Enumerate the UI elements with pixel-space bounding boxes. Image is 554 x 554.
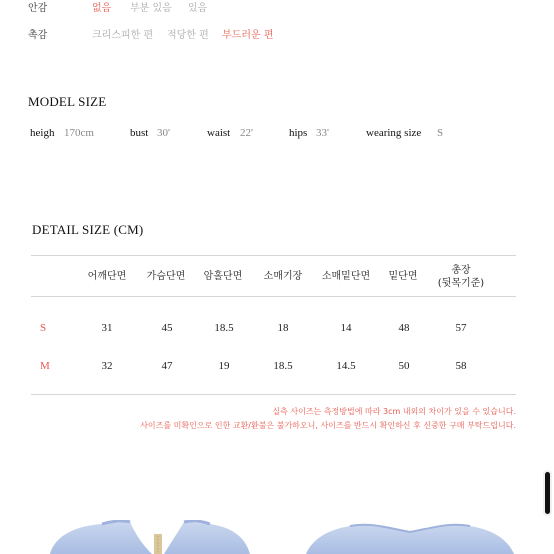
table-header-chest: 가슴단면 xyxy=(146,271,186,282)
detail-size-title: DETAIL SIZE (CM) xyxy=(32,222,144,237)
table-cell: 14 xyxy=(340,322,352,334)
table-cell: 18 xyxy=(277,322,289,334)
attr-option-lining-none: 없음 xyxy=(92,3,112,14)
table-cell: 18.5 xyxy=(273,360,293,372)
model-size-value: 22' xyxy=(240,127,253,139)
scrollbar-thumb[interactable] xyxy=(545,472,550,514)
attr-option-texture-soft: 부드러운 편 xyxy=(222,30,274,41)
table-cell: 31 xyxy=(101,322,113,334)
size-label-s: S xyxy=(40,322,47,334)
attr-option-lining-yes: 있음 xyxy=(188,3,208,14)
table-cell: 32 xyxy=(101,360,113,372)
table-cell: 47 xyxy=(161,360,173,372)
table-rule-top xyxy=(31,255,516,256)
table-cell: 14.5 xyxy=(336,360,356,372)
attr-option-texture-crispy: 크리스피한 편 xyxy=(92,30,154,41)
model-size-label: waist xyxy=(207,127,231,139)
model-size-value: 170cm xyxy=(64,127,94,139)
table-header-armhole: 암홀단면 xyxy=(203,271,243,282)
model-size-title: MODEL SIZE xyxy=(28,94,107,109)
model-size-value: 33' xyxy=(316,127,329,139)
table-rule-header xyxy=(31,296,516,297)
size-label-m: M xyxy=(40,360,50,372)
model-size-label: wearing size xyxy=(366,127,422,139)
product-photo-back xyxy=(300,520,522,554)
model-size-label: heigh xyxy=(30,127,55,139)
attr-option-texture-moderate: 적당한 편 xyxy=(167,30,209,41)
table-cell: 18.5 xyxy=(214,322,234,334)
model-size-label: bust xyxy=(130,127,149,139)
table-rule-bottom xyxy=(31,394,516,395)
table-cell: 48 xyxy=(398,322,410,334)
attr-option-lining-partial: 부분 있음 xyxy=(130,3,172,14)
attr-label-texture: 촉감 xyxy=(28,30,48,41)
table-cell: 45 xyxy=(161,322,173,334)
model-size-label: hips xyxy=(289,127,308,139)
table-header-hem: 밑단면 xyxy=(388,271,418,282)
table-cell: 50 xyxy=(398,360,410,372)
table-cell: 19 xyxy=(218,360,230,372)
table-header-sleeve-hem: 소매밑단면 xyxy=(321,271,371,282)
note-exchange-policy: 사이즈를 미확인으로 인한 교환/환불은 불가하오니, 사이즈를 반드시 확인하신 후 신중한 구매 부탁드립니다. xyxy=(140,421,516,430)
table-header-sleeve-length: 소매기장 xyxy=(263,271,303,282)
model-size-value: 30' xyxy=(157,127,170,139)
table-cell: 57 xyxy=(455,322,467,334)
attr-label-lining: 안감 xyxy=(28,3,48,14)
table-cell: 58 xyxy=(455,360,467,372)
note-measurement: 실측 사이즈는 측정방법에 따라 3cm 내외의 차이가 있을 수 있습니다. xyxy=(272,407,516,416)
product-photo-front xyxy=(32,520,254,554)
model-size-value: S xyxy=(437,127,444,139)
table-header-shoulder: 어깨단면 xyxy=(87,271,127,282)
table-header-total-length: 총장 (뒷목기준) xyxy=(437,265,485,289)
